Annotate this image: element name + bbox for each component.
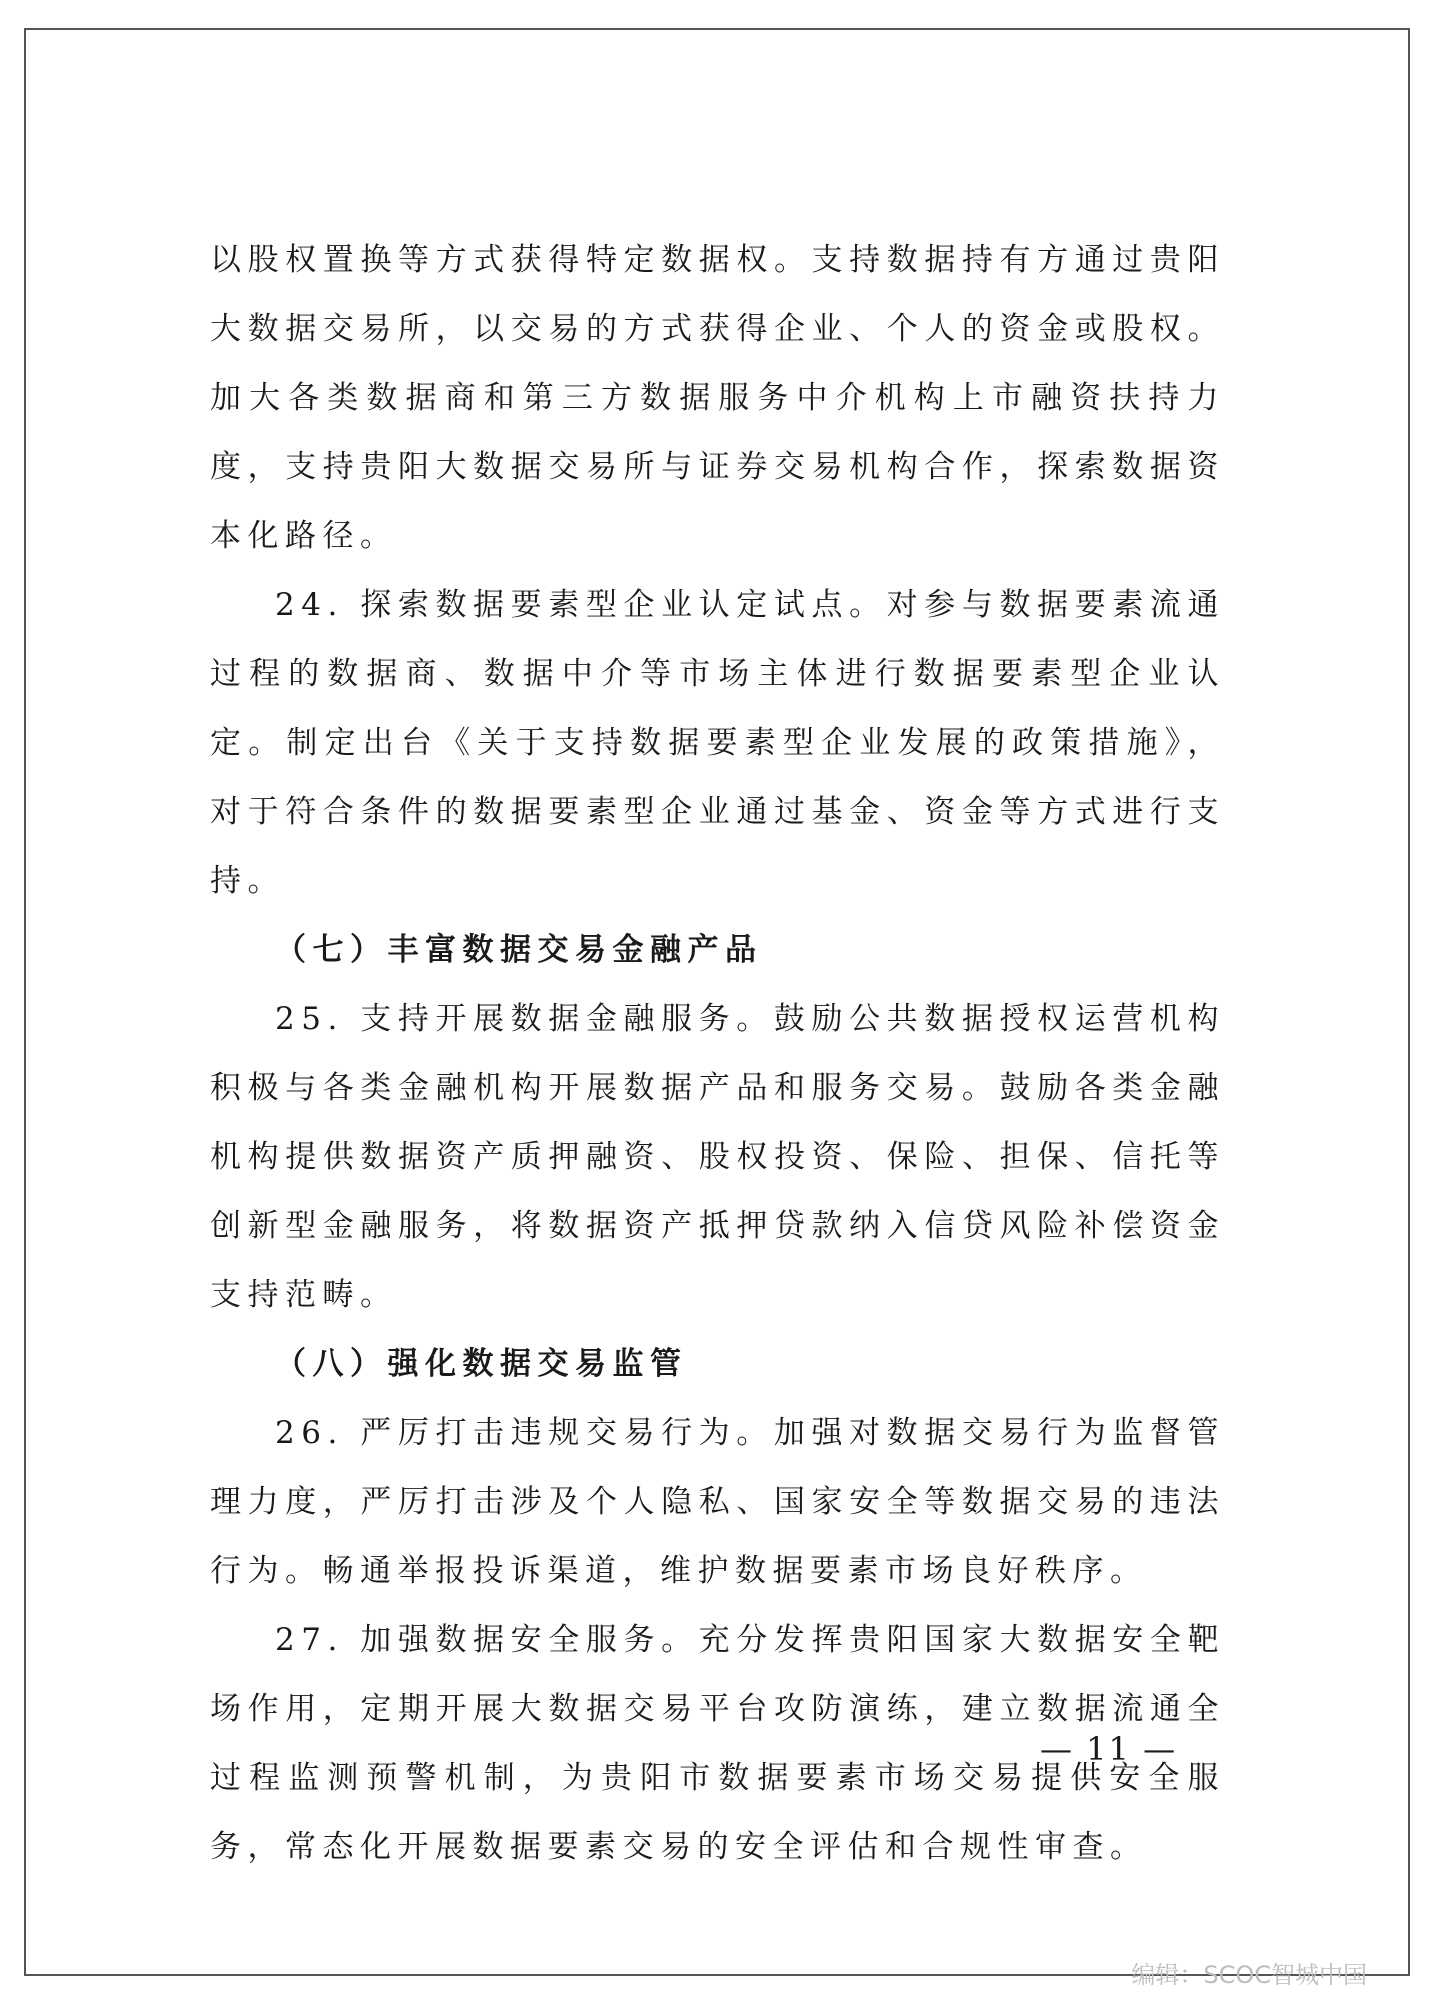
document-body <box>210 226 1225 1882</box>
paragraph-item-25: 25. 支持开展数据金融服务。鼓励公共数据授权运营机构积极与各类金融机构开展数据产品和服务交易。鼓励各类金融机构提供数据资产质押融资、股权投资、保险、担保、信托等创新型金融服务，将数据资产抵押贷款纳入信贷风险补偿资金支持范畴。 <box>210 1001 1225 1313</box>
page-number: — 11 — <box>1040 1730 1178 1768</box>
paragraph-item-26: 26. 严厉打击违规交易行为。加强对数据交易行为监督管理力度，严厉打击涉及个人隐私、国家安全等数据交易的违法行为。畅通举报投诉渠道，维护数据要素市场良好秩序。 <box>210 1415 1225 1589</box>
section-heading-8: （八）强化数据交易监管 <box>275 1346 688 1382</box>
paragraph-item-27: 27. 加强数据安全服务。充分发挥贵阳国家大数据安全靶场作用，定期开展大数据交易平台攻防演练，建立数据流通全过程监测预警机制，为贵阳市数据要素市场交易提供安全服务，常态化开展数据要素交易的安全评估和合规性审查。 <box>210 1622 1225 1865</box>
editor-watermark: 编辑：SCOC智城中国 <box>1131 1961 1367 1989</box>
section-heading-7: （七）丰富数据交易金融产品 <box>275 932 763 968</box>
paragraph-item-24: 24. 探索数据要素型企业认定试点。对参与数据要素流通过程的数据商、数据中介等市场主体进行数据要素型企业认定。制定出台《关于支持数据要素型企业发展的政策措施》，对于符合条件的数据要素型企业通过基金、资金等方式进行支持。 <box>210 587 1225 899</box>
paragraph-data-rights: 以股权置换等方式获得特定数据权。支持数据持有方通过贵阳大数据交易所，以交易的方式获得企业、个人的资金或股权。加大各类数据商和第三方数据服务中介机构上市融资扶持力度，支持贵阳大数据交易所与证券交易机构合作，探索数据资本化路径。 <box>210 242 1225 554</box>
